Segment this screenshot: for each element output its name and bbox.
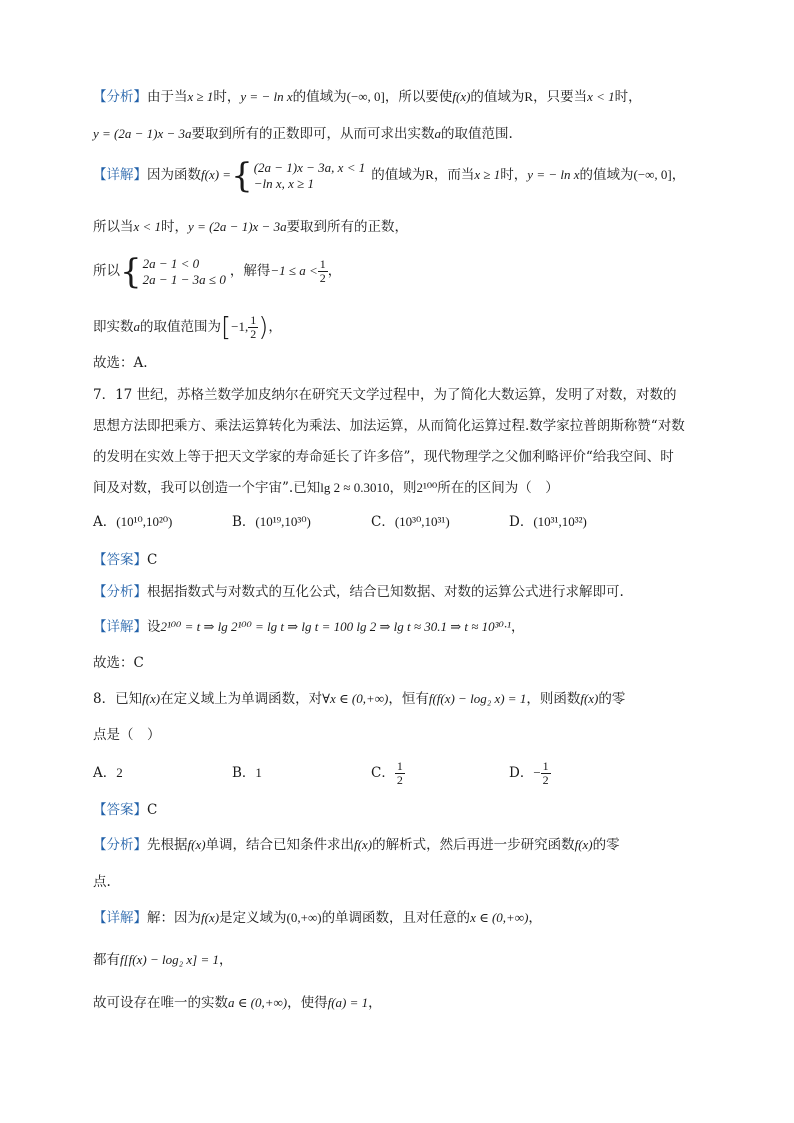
analysis-tag: 【分析】 — [93, 89, 147, 105]
detail-line-3: 所以{ 2a − 1 < 0 2a − 1 − 3a ≤ 0 ，解得−1 ≤ a < $\frac{1}{2}$ ， — [93, 251, 342, 292]
analysis-line-2: y = (2a − 1)x − 3a要取到所有的正数即可，从而可求出实数a的取值范围. — [93, 126, 513, 142]
q8-detail-line-1: 【详解】解：因为f(x)是定义域为(0,+∞)的单调函数，且对任意的x ∈ (0,+∞)， — [93, 910, 542, 926]
q7-option-b: B．(10¹⁹,10³⁰) — [232, 514, 311, 530]
q7-detail: 【详解】设2¹⁰⁰ = t ⇒ lg 2¹⁰⁰ = lg t ⇒ lg t = 100 lg 2 ⇒ lg t ≈ 30.1 ⇒ t ≈ 10³⁰·¹， — [93, 619, 525, 635]
q7-analysis: 【分析】根据指数式与对数式的互化公式，结合已知数据、对数的运算公式进行求解即可. — [93, 584, 624, 600]
analysis-tag: 【分析】 — [93, 584, 147, 600]
q8-option-d: D．− $\frac{1}{2}$ — [509, 759, 549, 787]
q7-line-1: 7．17 世纪，苏格兰数学加皮纳尔在研究天文学过程中，为了简化大数运算，发明了对数，对数的 — [93, 387, 677, 403]
left-brace-icon: { — [231, 155, 253, 196]
analysis-tag: 【分析】 — [93, 837, 147, 853]
q8-detail-line-3: 故可设存在唯一的实数a ∈ (0,+∞)，使得f(a) = 1， — [93, 995, 382, 1011]
choose-line-c: 故选：C — [93, 655, 144, 671]
choose-line-a: 故选：A. — [93, 355, 148, 371]
q8-option-a: A．2 — [93, 765, 123, 781]
detail-tag: 【详解】 — [93, 167, 147, 183]
detail-tag: 【详解】 — [93, 619, 147, 635]
answer-tag: 【答案】 — [93, 552, 147, 568]
q8-line-2: 点是（ ） — [93, 727, 161, 743]
q7-line-3: 的发明在实效上等于把天文学家的寿命延长了许多倍”，现代物理学之父伽利略评价“给我空间、时 — [93, 449, 674, 465]
q8-analysis-line-1: 【分析】先根据f(x)单调，结合已知条件求出f(x)的解析式，然后再进一步研究函数f(x)的零 — [93, 837, 620, 853]
inequality-system: 2a − 1 < 0 2a − 1 − 3a ≤ 0 — [142, 255, 226, 287]
q8-analysis-line-2: 点. — [93, 874, 111, 890]
q7-line-4: 间及对数，我可以创造一个宇宙”.已知lg 2 ≈ 0.3010，则2¹⁰⁰所在的区间为（ ） — [93, 480, 559, 496]
q7-answer: 【答案】C — [93, 552, 158, 568]
fraction-one-half: $\frac{1}{2}$ — [319, 257, 326, 285]
detail-line-2: 所以当x < 1时，y = (2a − 1)x − 3a要取到所有的正数， — [93, 219, 409, 235]
q8-option-c: C． $\frac{1}{2}$ — [371, 759, 403, 787]
q7-option-a: A．(10¹⁰,10²⁰) — [93, 514, 173, 530]
piecewise-cases: (2a − 1)x − 3a, x < 1 −ln x, x ≥ 1 — [253, 159, 366, 191]
q7-option-c: C．(10³⁰,10³¹) — [371, 514, 450, 530]
fraction-one-half: $\frac{1}{2}$ — [396, 759, 403, 787]
answer-tag: 【答案】 — [93, 802, 147, 818]
detail-line-1: 【详解】因为函数f(x) ={ (2a − 1)x − 3a, x < 1 −ln x, x ≥ 1 的值域为R，而当x ≥ 1时，y = − ln x的值域为(−∞, 0]， — [93, 155, 686, 196]
q8-detail-line-2: 都有f[f(x) − log₂ x] = 1， — [93, 952, 233, 968]
analysis-line-1: 【分析】由于当x ≥ 1时，y = − ln x的值域为(−∞, 0]，所以要使f(x)的值域为R，只要当x < 1时， — [93, 89, 642, 105]
q8-line-1: 8．已知f(x)在定义域上为单调函数，对∀x ∈ (0,+∞)，恒有f(f(x) − log₂ x) = 1，则函数f(x)的零 — [93, 691, 626, 707]
fraction-one-half: $\frac{1}{2}$ — [542, 759, 549, 787]
q7-line-2: 思想方法即把乘方、乘法运算转化为乘法、加法运算，从而简化运算过程.数学家拉普朗斯称赞“对数 — [93, 418, 685, 434]
q8-answer: 【答案】C — [93, 802, 158, 818]
detail-line-4: 即实数a的取值范围为[−1, $\frac{1}{2}$ )， — [93, 312, 282, 343]
fraction-one-half: $\frac{1}{2}$ — [250, 313, 257, 341]
detail-tag: 【详解】 — [93, 910, 147, 926]
q8-option-b: B．1 — [232, 765, 262, 781]
q7-option-d: D．(10³¹,10³²) — [509, 514, 587, 530]
left-brace-icon: { — [120, 251, 142, 292]
